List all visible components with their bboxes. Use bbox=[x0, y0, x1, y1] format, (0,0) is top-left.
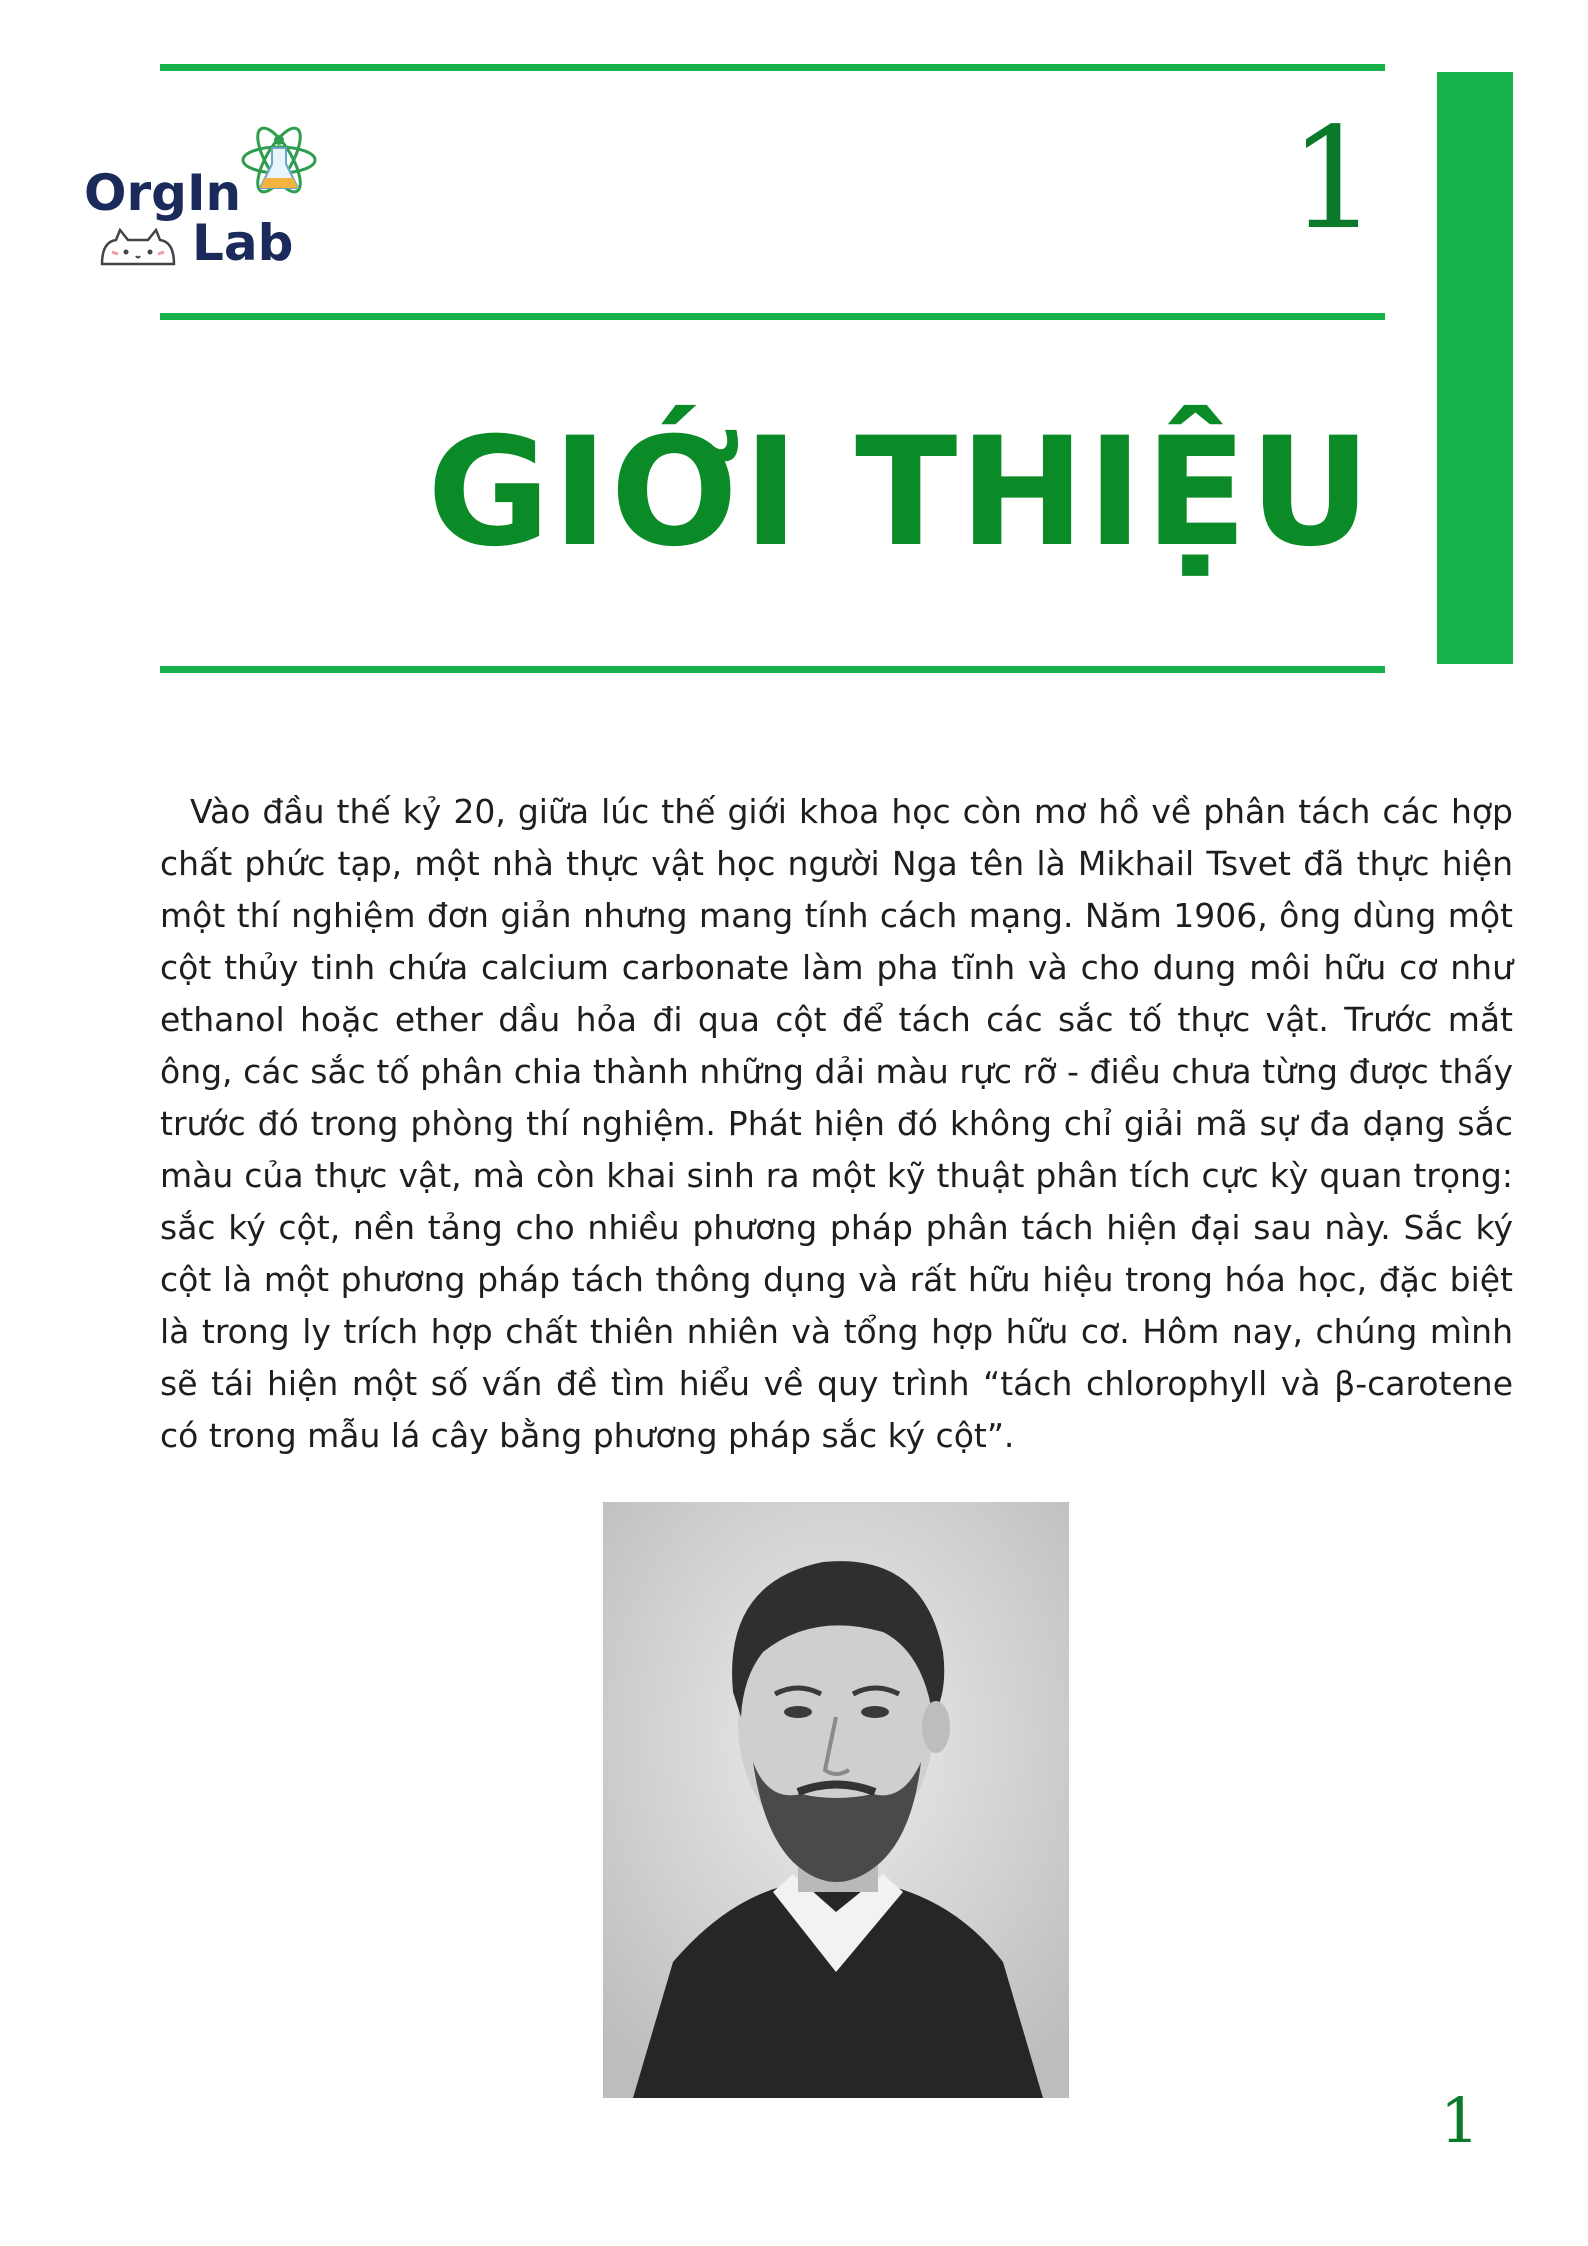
atom-flask-icon bbox=[234, 118, 324, 208]
logo-text-lab: Lab bbox=[192, 214, 294, 272]
page-number: 1 bbox=[1440, 2084, 1480, 2157]
portrait-illustration bbox=[603, 1502, 1069, 2098]
orgin-lab-logo bbox=[84, 118, 324, 272]
portrait-photo bbox=[603, 1502, 1069, 2098]
cat-icon bbox=[98, 228, 178, 268]
chapter-side-bar bbox=[1437, 72, 1513, 664]
chapter-number: 1 bbox=[1288, 98, 1378, 261]
bottom-divider bbox=[160, 666, 1385, 673]
chapter-title: GIỚI THIỆU bbox=[427, 406, 1373, 580]
top-divider bbox=[160, 64, 1385, 71]
logo-text-orgin: OrgIn bbox=[84, 164, 242, 222]
intro-paragraph: Vào đầu thế kỷ 20, giữa lúc thế giới khoa học còn mơ hồ về phân tách các hợp chất phức tạp, một nhà thực vật học người Nga tên là Mikhail Tsvet đã thực hiện một thí nghiệm đơn giản nhưng mang tính cách mạng. Năm 1906, ông dùng một cột thủy tinh chứa calcium carbonate làm pha tĩnh và cho dung môi hữu cơ như ethanol hoặc ether dầu hỏa đi qua cột để tách các sắc tố thực vật. Trước mắt ông, các sắc tố phân chia thành những dải màu rực rỡ - điều chưa từng được thấy trước đó trong phòng thí nghiệm. Phát hiện đó không chỉ giải mã sự đa dạng sắc màu của thực vật, mà còn khai sinh ra một kỹ thuật phân tích cực kỳ quan trọng: sắc ký cột, nền tảng cho nhiều phương pháp phân tách hiện đại sau này. Sắc ký cột là một phương pháp tách thông dụng và rất hữu hiệu trong hóa học, đặc biệt là trong ly trích hợp chất thiên nhiên và tổng hợp hữu cơ. Hôm nay, chúng mình sẽ tái hiện một số vấn đề tìm hiểu về quy trình “tách chlorophyll và β-carotene có trong mẫu lá cây bằng phương pháp sắc ký cột”. bbox=[160, 792, 1513, 1455]
middle-divider bbox=[160, 313, 1385, 320]
